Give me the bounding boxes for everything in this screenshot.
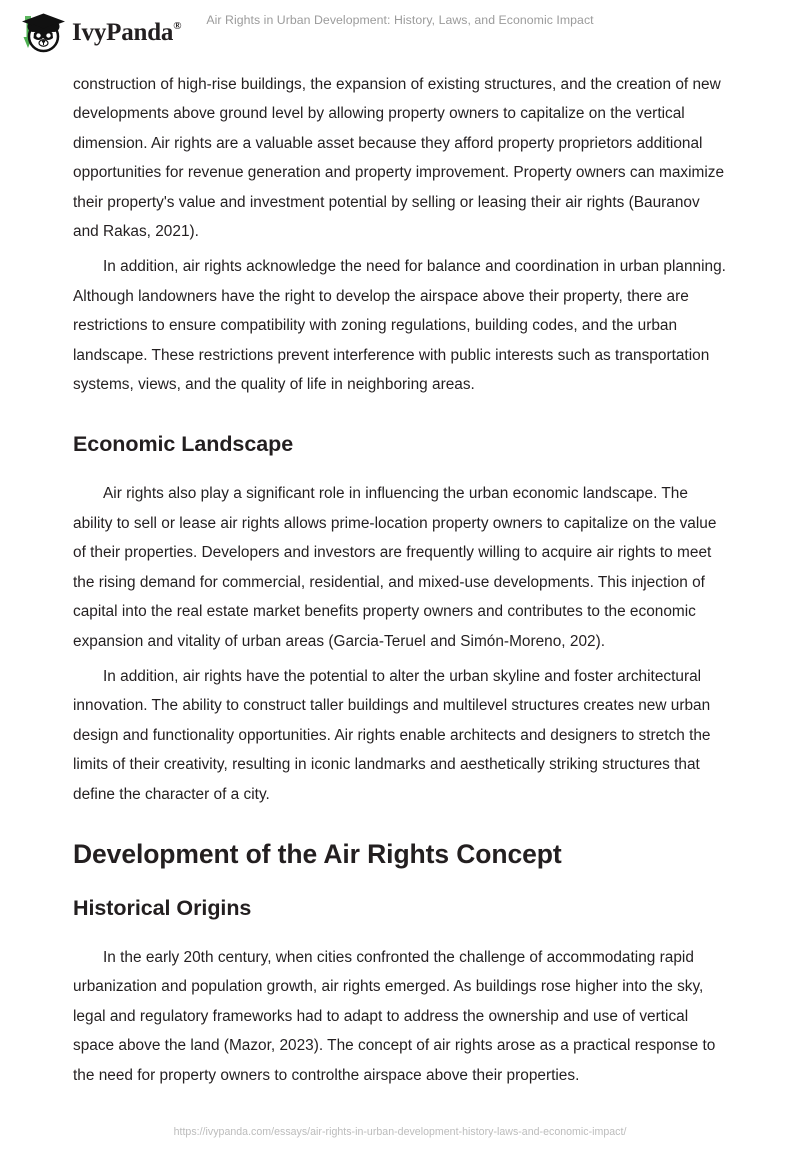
footer-source-url[interactable]: https://ivypanda.com/essays/air-rights-in-urban-development-history-laws-and-economic-impact/ [173, 1126, 627, 1138]
paragraph-historical-origins: In the early 20th century, when cities confronted the challenge of accommodating rapid urbanization and population growth, air rights emerged. As buildings rose higher into the sky, legal and regulatory frameworks had to adapt to address the ownership and use of vertical space above the land (Mazor, 2023). The concept of air rights arose as a practical response to the need for property owners to controlthe airspace above their properties. [73, 948, 716, 1084]
heading-development-of-air-rights: Development of the Air Rights Concept [73, 838, 562, 869]
page-header [0, 0, 800, 62]
heading-historical-origins: Historical Origins [73, 895, 252, 920]
brand-name-text: IvyPanda [72, 19, 174, 46]
document-title: Air Rights in Urban Development: History, Laws, and Economic Impact [206, 13, 594, 27]
paragraph-economic-role: Air rights also play a significant role in influencing the urban economic landscape. The ability to sell or lease air rights allows prime-location property owners to capitalize on the value of their properties. Developers and investors are frequently willing to acquire air rights to meet the rising demand for commercial, residential, and mixed-use developments. This injection of capital into the real estate market benefits property owners and contributes to the economic expansion and vitality of urban areas (Garcia-Teruel and Simón-Moreno, 202). [73, 485, 717, 650]
registered-trademark-icon: ® [173, 19, 182, 32]
paragraph-skyline-innovation: In addition, air rights have the potential to alter the urban skyline and foster architectural innovation. The ability to construct taller buildings and multilevel structures creates new urban design and functionality opportunities. Air rights enable architects and designers to stretch the limits of their creativity, resulting in iconic landmarks and aesthetically striking structures that define the character of a city. [73, 667, 711, 803]
paragraph-continued: construction of high-rise buildings, the expansion of existing structures, and the creation of new developments above ground level by allowing property owners to capitalize on the vertical dimension. Air rights are a valuable asset because they afford property proprietors additional opportunities for revenue generation and property improvement. Property owners can maximize their property's value and investment potential by selling or leasing their air rights (Bauranov and Rakas, 2021). [73, 76, 725, 241]
heading-economic-landscape: Economic Landscape [73, 432, 294, 457]
document-body [73, 70, 728, 1096]
page-footer [0, 1122, 800, 1140]
paragraph-balance-coordination: In addition, air rights acknowledge the need for balance and coordination in urban planning. Although landowners have the right to develop the airspace above their property, there are restrictions to ensure compatibility with zoning regulations, building codes, and the urban landscape. These restrictions prevent interference with public interests such as transportation systems, views, and the quality of life in neighboring areas. [73, 258, 726, 394]
